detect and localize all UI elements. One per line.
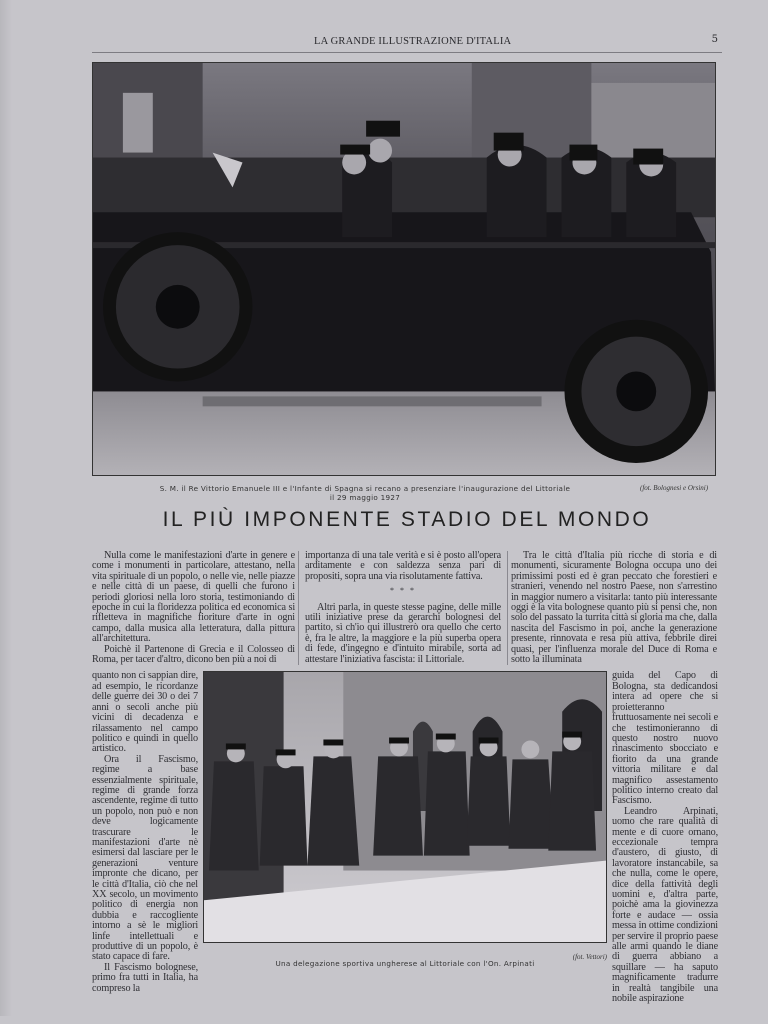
magazine-title: LA GRANDE ILLUSTRAZIONE D'ITALIA — [314, 36, 512, 47]
photo1-caption-line2: il 29 maggio 1927 — [329, 493, 401, 502]
running-header — [92, 34, 722, 53]
paragraph: Tra le città d'Italia più ricche di storia e di monumenti, sicuramente Bologna occupa uno dei primissimi posti ed è gran peccato che forestieri e stranieri, venendo nel nostro Paese, non s'arrestino in maggior numero a visitarla: tanto più interessante oggi è la vita bolognese quanto più si pensi che, non solo del passato la turrita città si gloria ma che, dalla nascita del Fascismo in poi, anche la generazione presente, rinnovata e resa più attiva, febbrile direi quasi, per l'influenza morale del Duce di Roma e sotto la illuminata — [511, 550, 717, 666]
paragraph: Altri parla, in queste stesse pagine, delle mille utili iniziative prese da gerarchi bolognesi del partito, sì ch'io qui illustrerò ora quello che certo è, fra le altre, la maggiore e la più superba opera di fede, d'ingegno e d'intuito mirabile, sorta ad attestare l'iniziativa fascista: il Littoriale. — [305, 601, 501, 665]
column1-top — [92, 551, 295, 665]
photo-royal-car — [92, 62, 716, 476]
photo2-caption: Una delegazione sportiva ungherese al Littoriale con l'On. Arpinati — [275, 959, 535, 969]
page-number: 5 — [711, 34, 718, 45]
photo1-credit: (fot. Bolognesi e Orsini) — [640, 484, 709, 492]
photo1-caption-line1: S. M. il Re Vittorio Emanuele III e l'Infante di Spagna si recano a presenziare l'inaugurazione del Littoriale — [159, 484, 571, 493]
photo1-caption — [150, 484, 580, 502]
article-bottom-row — [92, 671, 718, 1004]
column3-narrow — [612, 671, 718, 1004]
article-body — [92, 551, 718, 1024]
photo2-block — [203, 671, 607, 973]
paragraph: Leandro Arpinati, uomo che rare qualità di mente e di cuore ornano, eccezionale tempra d'austero, di giusto, di lavoratore instancabile, sa che nulla, come le opere, dice della fattività degli uomini e, d'altra parte, poichè ama la giovinezza forte e audace — ossia messa in ottime condizioni per servire il proprio paese alle armi quando le diane di guerra abbiano a squillare — ha saputo magnificamente tradurre in realtà tangibile una nobile aspirazione — [612, 805, 718, 1005]
paragraph: Poichè il Partenone di Grecia e il Colosseo di Roma, per tacer d'altro, dicono ben più a noi di — [92, 643, 295, 666]
article-title: IL PIÙ IMPONENTE STADIO DEL MONDO — [162, 508, 652, 531]
column-rule — [507, 551, 508, 665]
paragraph: importanza di una tale verità e si è posto all'opera arditamente e con saldezza senza pari di propositi, sopra una via risolutamente fattiva. — [305, 550, 501, 582]
article-top-row — [92, 551, 718, 665]
column3-top — [511, 551, 717, 665]
paragraph: Ora il Fascismo, regime a base essenzialmente spirituale, regime di grande forza ascendente, regime di tutto un popolo, non può e non deve logicamente trascurare le manifestazioni d'arte nè esimersi dal lasciare per le generazioni venture impronte che dicano, per le città d'Italia, ciò che nel XX secolo, un movimento politico di energia non dubbia e raccogliente intorno a sè le migliori linfe intellettuali e produttive di un popolo, è stato capace di fare. — [92, 753, 198, 963]
photo-hungarian-delegation — [203, 671, 607, 943]
paragraph: Il Fascismo bolognese, primo fra tutti in Italia, ha compreso la — [92, 961, 198, 994]
column1-narrow — [92, 671, 198, 994]
paragraph: Nulla come le manifestazioni d'arte in genere e come i monumenti in particolare, attestano, nella vita spirituale di un popolo, o nelle vie, nelle piazze e nelle città di un paese, di quelli che furono i periodi gloriosi nella loro storia, testimoniando di epoche in cui la floridezza politica ed economica si rifletteva in magnifiche fioriture d'arte in ogni campo, dalla musica alla letteratura, dalla pittura all'architettura. — [92, 550, 295, 645]
column2 — [305, 551, 501, 665]
section-separator: * * * — [390, 586, 416, 596]
paragraph: guida del Capo di Bologna, sta dedicandosi intera ad opere che si proietteranno fruttuosamente nei secoli e che testimonieranno di questo nostro nuovo rinascimento sbocciato e fiorito da una grande vittoria militare e dal magnifico assestamento politico interno creato dal Fascismo. — [612, 670, 718, 807]
photo2-caption-area — [203, 943, 607, 973]
photo2-credit: (fot. Vettori) — [572, 953, 607, 962]
paragraph: quanto non ci sappian dire, ad esempio, le ricordanze delle guerre dei 30 o dei 7 anni o secoli anche più vicini di decadenza e rilassamento nel campo politico e quindi in quello artistico. — [92, 670, 199, 755]
column-rule — [298, 551, 299, 665]
page-edge — [0, 0, 12, 1016]
